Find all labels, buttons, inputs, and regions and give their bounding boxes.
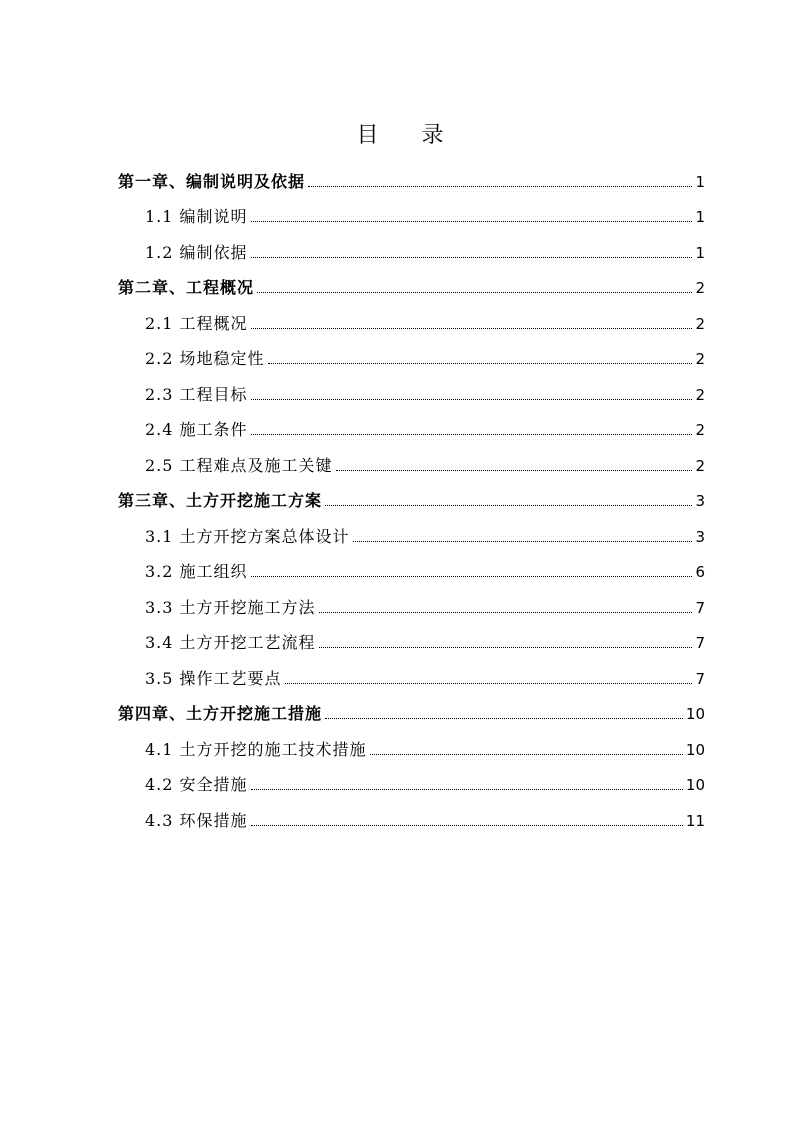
toc-entry-title: 3.4 土方开挖工艺流程 [145,633,316,652]
toc-entry-page-number: 2 [695,350,705,368]
toc-section-entry[interactable] [118,760,705,796]
toc-section-entry[interactable] [118,227,705,263]
toc-entry-title: 4.1 土方开挖的施工技术措施 [145,739,367,759]
toc-entry-title: 3.1 土方开挖方案总体设计 [145,526,350,546]
toc-entry-title: 2.3 工程目标 [145,384,248,404]
toc-entry-page-number: 1 [695,243,705,262]
toc-chapter-entry[interactable] [118,156,705,192]
toc-entry-title: 4.2 安全措施 [145,775,248,794]
toc-section-entry[interactable] [118,440,705,476]
toc-entry-title: 4.3 环保措施 [145,810,248,830]
toc-chapter-entry[interactable] [118,263,705,299]
toc-entry-page-number: 1 [695,208,705,226]
toc-entry-page-number: 2 [695,314,705,333]
toc-dot-leader [251,789,683,790]
toc-chapter-entry[interactable] [118,689,705,725]
toc-section-entry[interactable] [118,511,705,547]
toc-section-entry[interactable] [118,405,705,441]
toc-section-entry[interactable] [118,547,705,583]
toc-entry-title: 第二章、工程概况 [118,278,255,297]
toc-dot-leader [251,434,693,435]
toc-entry-title: 第三章、土方开挖施工方案 [118,491,323,510]
toc-entry-page-number: 7 [695,669,705,688]
toc-chapter-entry[interactable] [118,476,705,512]
page-title: 目 录 [356,123,462,148]
toc-entry-title: 3.2 施工组织 [145,562,248,581]
toc-entry-page-number: 2 [695,456,705,475]
toc-dot-leader [251,257,693,258]
toc-entry-title: 1.1 编制说明 [145,207,248,226]
toc-dot-leader [257,292,692,293]
toc-section-entry[interactable] [118,582,705,618]
toc-entry-page-number: 6 [695,563,705,581]
toc-entry-page-number: 7 [695,598,705,617]
toc-entry-page-number: 2 [695,421,705,439]
toc-dot-leader [251,399,693,400]
toc-entry-title: 1.2 编制依据 [145,242,248,262]
toc-entry-title: 2.4 施工条件 [145,420,248,439]
toc-section-entry[interactable] [118,334,705,370]
toc-entry-title: 3.3 土方开挖施工方法 [145,597,316,617]
toc-dot-leader [251,221,693,222]
toc-dot-leader [370,754,683,755]
toc-entry-title: 2.5 工程难点及施工关键 [145,455,333,475]
toc-dot-leader [319,612,693,613]
toc-entry-page-number: 7 [695,634,705,652]
toc-dot-leader [325,718,683,719]
toc-dot-leader [251,576,693,577]
toc-dot-leader [251,328,693,329]
toc-entry-page-number: 2 [695,279,705,297]
toc-dot-leader [336,470,693,471]
toc-section-entry[interactable] [118,618,705,654]
toc-entry-title: 第一章、编制说明及依据 [118,171,306,191]
toc-entry-title: 2.2 场地稳定性 [145,349,265,368]
toc-entry-title: 3.5 操作工艺要点 [145,668,282,688]
toc-dot-leader [285,683,693,684]
toc-entry-page-number: 10 [685,705,705,723]
toc-entry-page-number: 3 [695,492,705,510]
table-of-contents [118,156,705,831]
toc-dot-leader [319,647,693,648]
toc-dot-leader [353,541,693,542]
toc-entry-page-number: 10 [685,740,705,759]
toc-entry-page-number: 3 [695,527,705,546]
toc-entry-title: 2.1 工程概况 [145,313,248,333]
toc-dot-leader [308,186,692,187]
toc-entry-page-number: 10 [685,776,705,794]
toc-dot-leader [325,505,692,506]
toc-section-entry[interactable] [118,795,705,831]
toc-entry-page-number: 11 [685,811,705,830]
toc-section-entry[interactable] [118,298,705,334]
toc-dot-leader [268,363,693,364]
toc-section-entry[interactable] [118,192,705,228]
toc-section-entry[interactable] [118,724,705,760]
toc-entry-page-number: 2 [695,385,705,404]
toc-dot-leader [251,825,683,826]
toc-section-entry[interactable] [118,369,705,405]
toc-entry-page-number: 1 [695,172,705,191]
toc-section-entry[interactable] [118,653,705,689]
toc-entry-title: 第四章、土方开挖施工措施 [118,704,323,723]
